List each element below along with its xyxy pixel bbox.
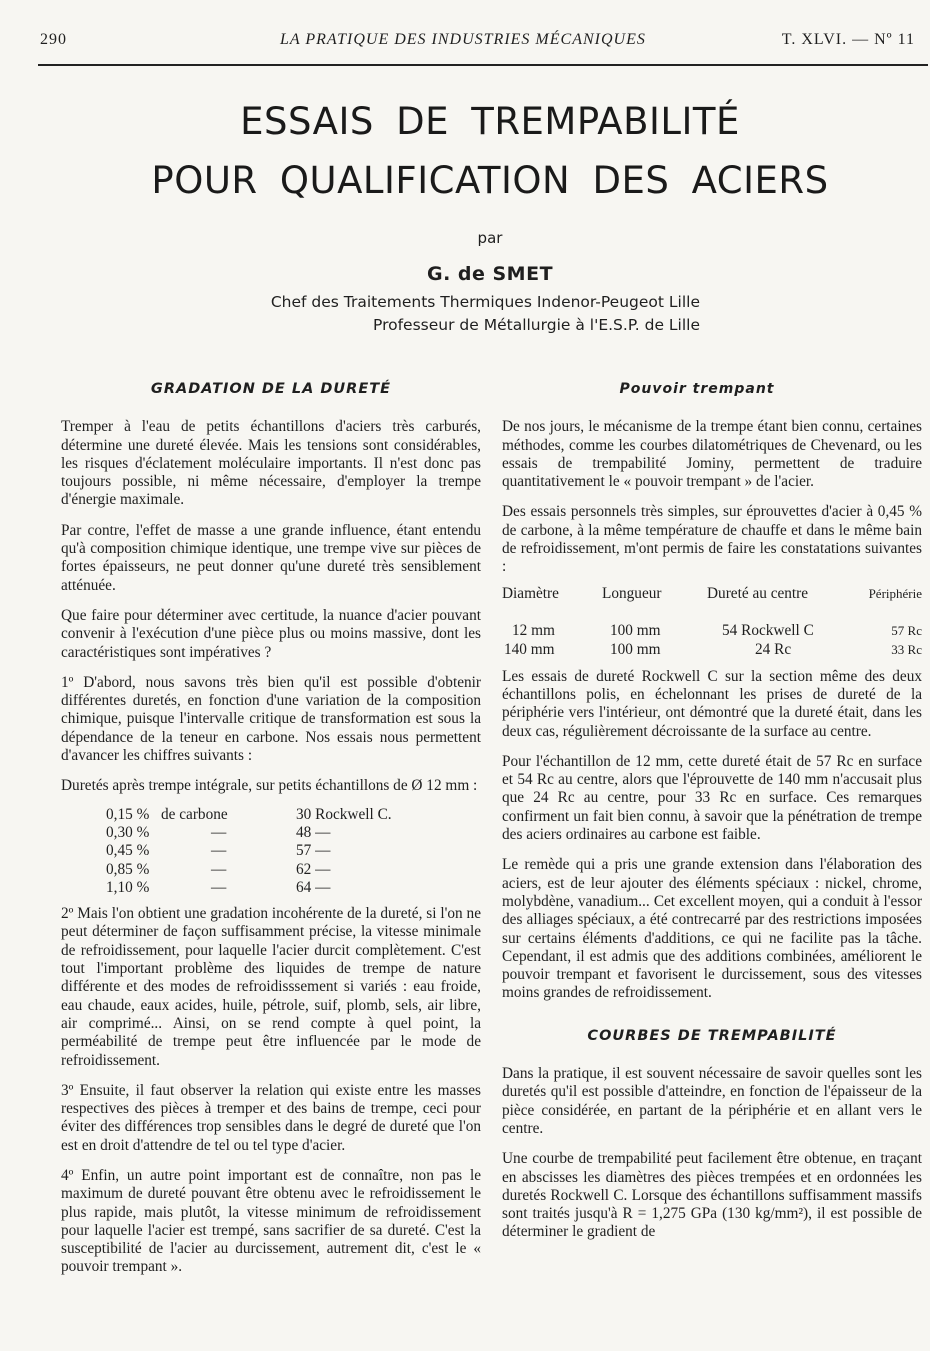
table-row [106,842,416,860]
table-cell: 140 mm [504,641,555,659]
hardness-value: 30 Rockwell C. [296,805,392,823]
right-column [502,380,922,1254]
paragraph: Duretés après trempe intégrale, sur petits échantillons de Ø 12 mm : [61,777,478,795]
paragraph: 4º Enfin, un autre point important est de connaître, non pas le maximum de dureté pouvant être obtenu avec le refroidissement le plus rapide, mais plutôt, la vitesse minimum de refroidissement pour laquelle l'acier est trempé, sans sacrifier de sa dureté. C'est la susceptibilité de l'acier au durcissement, autrement dit, c'est le « pouvoir trempant ». [61,1166,481,1276]
hardness-value: 57 — [296,842,331,860]
paragraph: Une courbe de trempabilité peut facilement être obtenue, en traçant en abscisses les diamètres des pièces trempées et en ordonnées les duretés Rockwell C. Lorsque des échantillons suffisamment massifs sont traités jusqu'à R = 1,275 GPa (130 kg/mm²), il est possible de déterminer le gradient de [502,1150,922,1241]
table-row [502,622,922,641]
left-column [61,380,481,1289]
table-cell: 57 Rc [891,623,922,639]
table-cell: 100 mm [610,641,661,659]
paragraph: Pour l'échantillon de 12 mm, cette dureté était de 57 Rc en surface et 54 Rc au centre, alors que l'éprouvette de 140 mm n'accusait plus que 24 Rc au centre, pour 33 Rc en surface. Ces remarques confirment un fait bien connu, à savoir que la pénétration de trempe des aciers ordinaires au carbone est faible. [502,752,922,844]
paragraph: Des essais personnels très simples, sur éprouvettes d'acier à 0,45 % de carbone, à la même température de chauffe et dans le même bain de refroidissement, m'ont permis de faire les constatations suivantes : [502,503,922,576]
table-row [106,879,416,897]
carbon-label: de carbone [161,805,228,823]
carbon-label: — [211,823,227,841]
carbon-hardness-table [106,806,416,897]
carbon-label: — [211,860,227,878]
table-row [106,806,416,824]
table-cell: 24 Rc [755,641,792,659]
volume-number: T. XLVI. — Nº 11 [781,31,915,48]
paragraph: Que faire pour déterminer avec certitude, la nuance d'acier pouvant convenir à l'exécution d'une pièce plus ou moins massive, dont les caractéristiques sont impératives ? [61,606,481,661]
carbon-percent: 0,15 % [106,805,150,823]
column-header: Périphérie [868,586,922,602]
paragraph: 2º Mais l'on obtient une gradation incohérente de la dureté, si l'on ne peut déterminer de façon suffisamment précise, la vitesse minimale de refroidissement, pour laquelle l'acier durcit complètement. C'est tout l'important problème des liquides de trempe de nature différente et des modes de refroidisssement si variés : eau froide, eau chaude, eaux acides, huile, pétrole, suif, plomb, sels, air libre, air comprimé... Ainsi, on se rend compte à quel point, la perméabilité de trempe peut être influencée par le mode de refroidissement. [61,905,481,1069]
table-row [106,824,416,842]
carbon-percent: 0,45 % [106,842,150,860]
article-title-line1: ESSAIS DE TREMPABILITÉ [240,100,740,143]
author-affiliation-1: Chef des Traitements Thermiques Indenor-Peugeot Lille [270,293,700,311]
table-cell: 33 Rc [891,642,922,658]
hardness-value: 62 — [296,860,331,878]
paragraph: 1º D'abord, nous savons très bien qu'il est possible d'obtenir différentes duretés, en fonction d'une variation de la composition chimique, puisque l'intervalle critique de transformation est sous la dépendance de la teneur en carbone. Nos essais nous permettent d'avancer les chiffres suivants : [61,673,481,765]
section-heading-gradation: GRADATION DE LA DURETÉ [150,381,392,397]
paragraph: Dans la pratique, il est souvent nécessaire de savoir quelles sont les duretés qu'il est possible d'atteindre, en fonction de l'épaisseur de la pièce considérée, en partant de la périphérie et en allant vers le centre. [502,1065,922,1137]
journal-title: LA PRATIQUE DES INDUSTRIES MÉCANIQUES [280,31,646,48]
table-header-row [502,585,922,622]
table-row [106,861,416,879]
sample-hardness-table [502,585,922,660]
carbon-percent: 0,85 % [106,860,150,878]
page-number: 290 [40,31,67,48]
column-header: Longueur [602,585,662,603]
header-rule [38,64,928,66]
running-head [40,31,915,53]
paragraph: Le remède qui a pris une grande extension dans l'élaboration des aciers, est de leur ajouter des éléments spéciaux : nickel, chrome, molybdène, vanadium... Cet excellent moyen, qui a conduit à l'essor des alliages spéciaux, a été contrecarré par des restrictions imposées sur certains éléments d'additions, ce qui ne facilite pas la tâche. Cependant, il est admis que des additions combinées, améliorent le pouvoir trempant et favorisent le durcissement, sous des vitesses moins grandes de refroidissement. [502,856,922,1002]
table-row [502,641,922,660]
paragraph: Tremper à l'eau de petits échantillons d'aciers très carburés, détermine une dureté élevée. Mais les tensions sont considérables, les risques d'éclatement moléculaire importants. Il n'est donc pas toujours possible, ni même nécessaire, d'employer la trempe d'énergie maximale. [61,418,481,509]
carbon-label: — [211,842,227,860]
paragraph: De nos jours, le mécanisme de la trempe étant bien connu, certaines méthodes, comme les courbes dilatométriques de Chevenard, ou les essais de trempabilité Jominy, permettent de traduire quantitativement le « pouvoir trempant » de l'acier. [502,418,922,491]
paragraph: 3º Ensuite, il faut observer la relation qui existe entre les masses respectives des pièces à tremper et des bains de trempe, ceci pour éviter des différences trop sensibles dans le degré de dureté que l'on est en droit d'attendre de tel ou tel type d'acier. [61,1081,481,1154]
byline: par [477,229,503,247]
carbon-percent: 0,30 % [106,823,150,841]
section-heading-courbes: COURBES DE TREMPABILITÉ [587,1027,837,1044]
column-header: Diamètre [502,585,559,603]
carbon-label: — [211,878,227,896]
carbon-percent: 1,10 % [106,878,150,896]
column-header: Dureté au centre [707,585,809,603]
table-cell: 12 mm [512,622,555,640]
hardness-value: 64 — [296,878,331,896]
author-affiliation-2: Professeur de Métallurgie à l'E.S.P. de Lille [373,316,700,334]
article-title-line2: POUR QUALIFICATION DES ACIERS [151,159,829,202]
author-name: G. de SMET [426,263,554,285]
hardness-value: 48 — [296,823,331,841]
paragraph: Les essais de dureté Rockwell C sur la section même des deux échantillons polis, en échelonnant les prises de dureté de la périphérie vers l'intérieur, ont démontré que la dureté était, dans les deux cas, régulièrement décroissante de la surface au centre. [502,667,922,740]
section-heading-pouvoir-trempant: Pouvoir trempant [619,381,775,397]
paragraph: Par contre, l'effet de masse a une grande influence, étant entendu qu'à composition chimique identique, une trempe vive sur pièces de fortes épaisseurs, ne peut donner qu'une dureté très sensiblement atténuée. [61,521,481,594]
table-cell: 54 Rockwell C [722,622,814,640]
table-cell: 100 mm [610,622,661,640]
